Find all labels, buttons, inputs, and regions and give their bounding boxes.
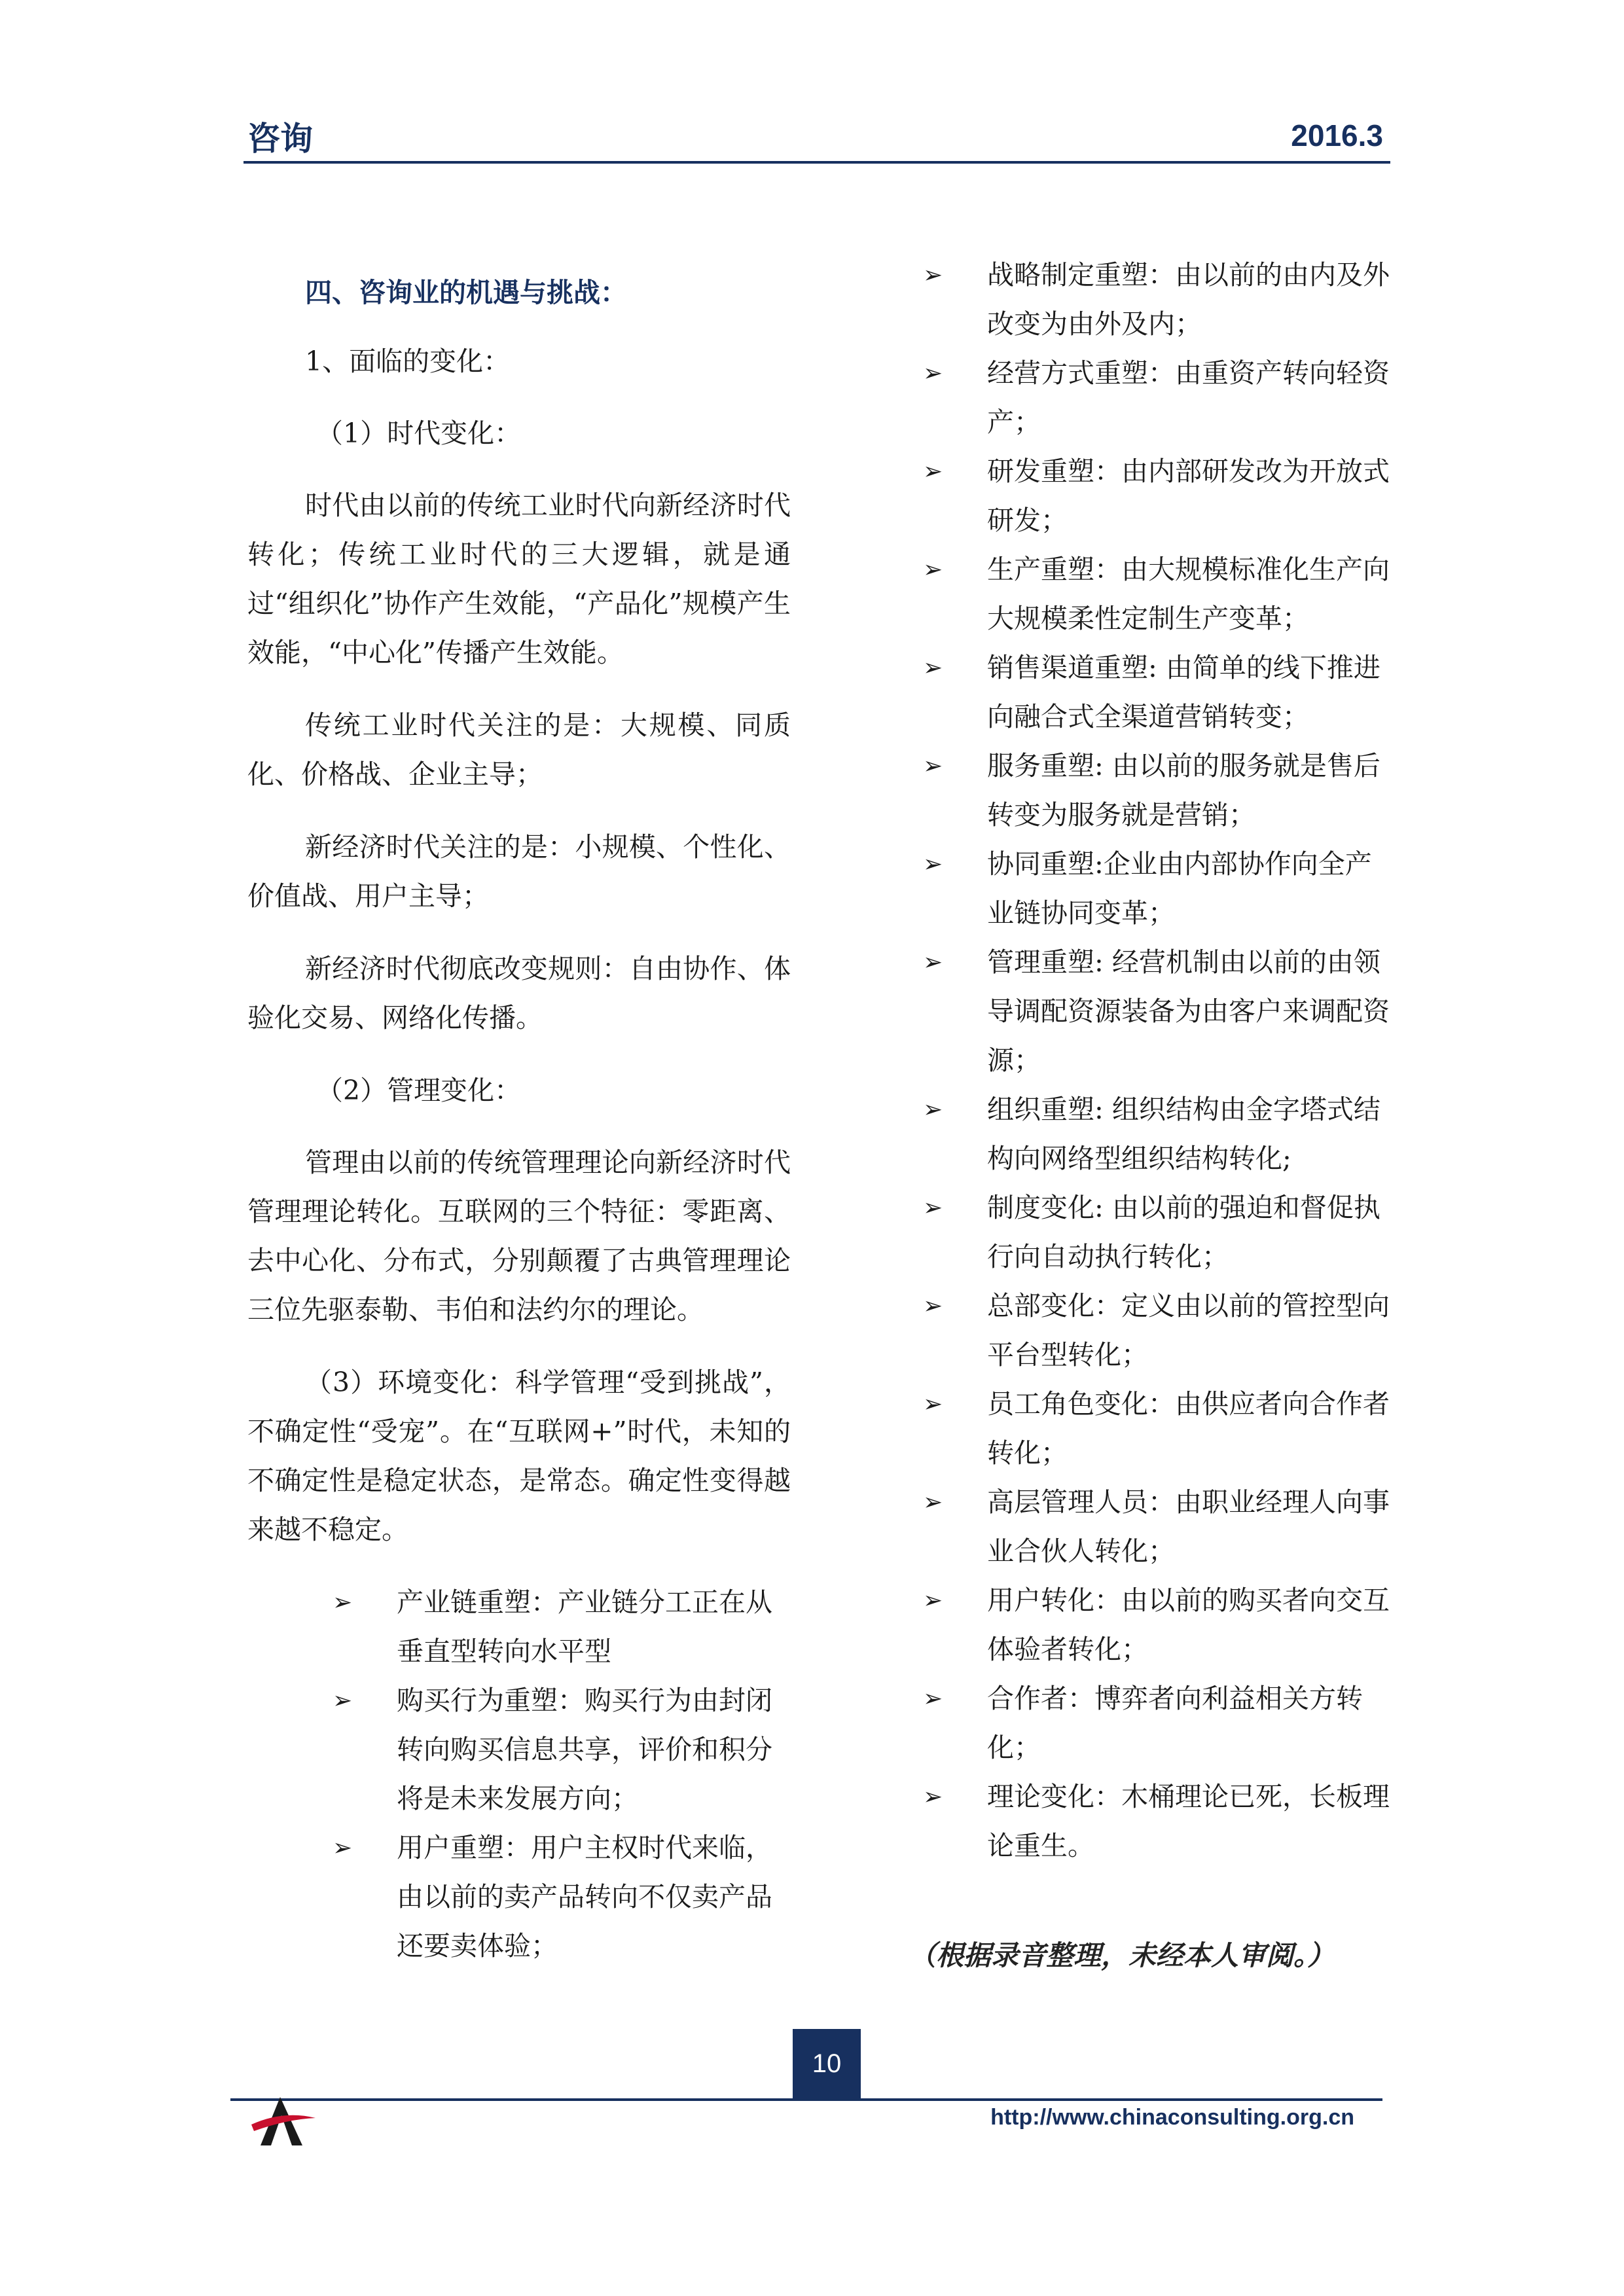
arrow-bullet-icon: ➢: [923, 556, 943, 583]
arrow-bullet-icon: ➢: [923, 1391, 943, 1418]
list-item: ➢ 制度变化: 由以前的强迫和督促执行向自动执行转化；: [923, 1183, 1396, 1282]
arrow-bullet-icon: ➢: [923, 1096, 943, 1123]
paragraph: 新经济时代彻底改变规则：自由协作、体验化交易、网络化传播。: [247, 953, 791, 1033]
arrow-bullet-icon: ➢: [333, 1589, 353, 1616]
footer-url[interactable]: http://www.chinaconsulting.org.cn: [990, 2105, 1354, 2130]
subheading-management-change: （2）管理变化：: [316, 1075, 522, 1106]
footer-rule: [230, 2098, 1382, 2101]
list-item: ➢ 服务重塑: 由以前的服务就是售后转变为服务就是营销；: [923, 742, 1396, 840]
arrow-bullet-icon: ➢: [923, 262, 943, 289]
list-item: ➢ 购买行为重塑：购买行为由封闭转向购买信息共享，评价和积分将是未来发展方向；: [333, 1676, 791, 1823]
arrow-bullet-icon: ➢: [923, 458, 943, 485]
source-note: （根据录音整理，未经本人审阅。）: [909, 1939, 1335, 1971]
list-item: ➢ 高层管理人员：由职业经理人向事业合伙人转化；: [923, 1478, 1396, 1576]
header-issue: 2016.3: [1291, 118, 1383, 152]
list-item: ➢ 用户重塑：用户主权时代来临，由以前的卖产品转向不仅卖产品还要卖体验；: [333, 1823, 791, 1971]
page-number: 10: [793, 2029, 861, 2098]
list-item: ➢ 合作者：博弈者向利益相关方转化；: [923, 1674, 1396, 1772]
list-item: ➢ 管理重塑: 经营机制由以前的由领导调配资源装备为由客户来调配资源；: [923, 938, 1396, 1085]
list-item: ➢ 研发重塑：由内部研发改为开放式研发；: [923, 447, 1396, 545]
right-bullet-list: [923, 251, 1396, 1871]
list-item: ➢ 经营方式重塑：由重资产转向轻资产；: [923, 349, 1396, 447]
list-item: ➢ 组织重塑: 组织结构由金字塔式结构向网络型组织结构转化;: [923, 1085, 1396, 1183]
arrow-bullet-icon: ➢: [923, 753, 943, 780]
header-title: 咨询: [247, 120, 313, 158]
left-bullet-list: [333, 1578, 791, 1971]
paragraph: 时代由以前的传统工业时代向新经济时代转化；传统工业时代的三大逻辑，就是通过“组织化”协作产生效能，“产品化”规模产生效能，“中心化”传播产生效能。: [247, 490, 791, 668]
paragraph: 管理由以前的传统管理理论向新经济时代管理理论转化。互联网的三个特征：零距离、去中心化、分布式，分别颠覆了古典管理理论三位先驱泰勒、韦伯和法约尔的理论。: [247, 1147, 791, 1325]
arrow-bullet-icon: ➢: [923, 655, 943, 681]
left-column: [247, 268, 791, 1971]
arrow-bullet-icon: ➢: [923, 1489, 943, 1516]
arrow-bullet-icon: ➢: [333, 1687, 353, 1714]
list-item: ➢ 员工角色变化：由供应者向合作者转化；: [923, 1380, 1396, 1478]
arrow-bullet-icon: ➢: [923, 1587, 943, 1614]
arrow-bullet-icon: ➢: [923, 949, 943, 976]
list-item: ➢ 协同重塑:企业由内部协作向全产业链协同变革；: [923, 840, 1396, 938]
arrow-bullet-icon: ➢: [923, 1194, 943, 1221]
arrow-bullet-icon: ➢: [923, 360, 943, 387]
list-item: ➢ 战略制定重塑：由以前的由内及外改变为由外及内；: [923, 251, 1396, 349]
logo-icon: [247, 2092, 319, 2151]
subheading-changes: 1、面临的变化：: [305, 346, 511, 377]
section-heading: 四、咨询业的机遇与挑战：: [305, 277, 627, 308]
list-item: ➢ 生产重塑：由大规模标准化生产向大规模柔性定制生产变革；: [923, 545, 1396, 643]
paragraph: 传统工业时代关注的是：大规模、同质化、价格战、企业主导；: [247, 709, 791, 790]
list-item: ➢ 总部变化：定义由以前的管控型向平台型转化；: [923, 1282, 1396, 1380]
list-item: ➢ 用户转化：由以前的购买者向交互体验者转化；: [923, 1576, 1396, 1674]
right-column: [923, 251, 1396, 1871]
header-rule: [244, 161, 1390, 164]
list-item: ➢ 产业链重塑：产业链分工正在从垂直型转向水平型: [333, 1578, 791, 1676]
arrow-bullet-icon: ➢: [923, 1293, 943, 1319]
arrow-bullet-icon: ➢: [333, 1835, 353, 1861]
arrow-bullet-icon: ➢: [923, 1685, 943, 1712]
paragraph: 新经济时代关注的是：小规模、个性化、价值战、用户主导；: [247, 831, 791, 912]
subheading-era-change: （1）时代变化：: [316, 418, 522, 449]
paragraph: （3）环境变化：科学管理“受到挑战”，不确定性“受宠”。在“互联网+”时代，未知的不确定性是稳定状态，是常态。确定性变得越来越不稳定。: [247, 1367, 791, 1545]
list-item: ➢ 销售渠道重塑: 由简单的线下推进向融合式全渠道营销转变；: [923, 643, 1396, 742]
arrow-bullet-icon: ➢: [923, 1784, 943, 1810]
list-item: ➢ 理论变化：木桶理论已死，长板理论重生。: [923, 1772, 1396, 1871]
arrow-bullet-icon: ➢: [923, 851, 943, 878]
